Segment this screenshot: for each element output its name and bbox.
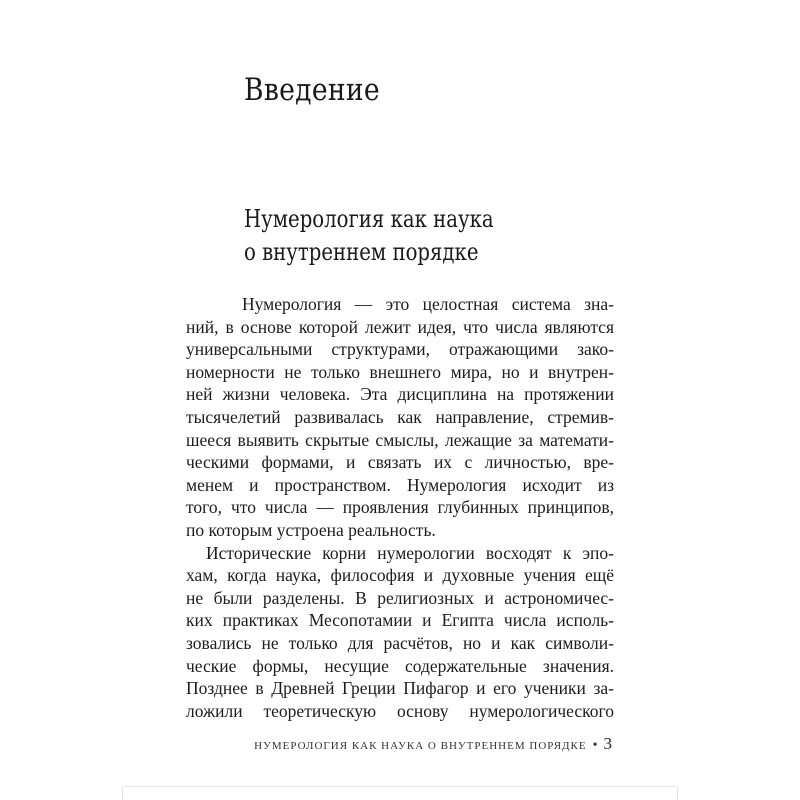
body-line: ложили теоретическую основу нумерологического (186, 700, 614, 721)
section-title-line-2: о внутреннем порядке (244, 238, 479, 266)
body-text (186, 293, 614, 722)
page-footer (254, 734, 612, 754)
body-line: того, что числа — проявления глубинных принципов, (186, 497, 614, 518)
body-line: зовались не только для расчётов, но и как символи- (186, 632, 614, 653)
body-line: ких практиках Месопотамии и Египта числа исполь- (186, 610, 614, 631)
body-line: Исторические корни нумерологии восходят к эпо- (206, 542, 614, 563)
body-line: тысячелетий развивалась как направление, стремив- (186, 406, 614, 427)
body-line: ней жизни человека. Эта дисциплина на протяжении (186, 384, 614, 405)
body-line: шееся выявить скрытые смыслы, лежащие за математи- (186, 429, 614, 450)
chapter-title: Введение (244, 72, 380, 108)
body-line: хам, когда наука, философия и духовные учения ещё (186, 565, 614, 586)
body-line: по которым устроена реальность. (186, 519, 436, 540)
body-line: номерности не только внешнего мира, но и внутрен- (186, 361, 614, 382)
body-line: ческие формы, несущие содержательные значения. (186, 655, 614, 676)
body-line: Позднее в Древней Греции Пифагор и его ученики за- (186, 678, 614, 699)
body-line: не были разделены. В религиозных и астрономичес- (186, 587, 614, 608)
section-title (244, 203, 494, 269)
body-line: Нумерология — это целостная система зна- (242, 294, 614, 314)
section-title-line-1: Нумерология как наука (244, 205, 494, 233)
footer-separator: • (592, 738, 598, 753)
running-head: НУМЕРОЛОГИЯ КАК НАУКА О ВНУТРЕННЕМ ПОРЯДКЕ (254, 740, 587, 752)
body-line: менем и пространством. Нумерология исходит из (186, 474, 614, 495)
body-line: ческими формами, и связать их с личностью, вре- (186, 452, 614, 473)
body-line: ний, в основе которой лежит идея, что числа являются (186, 316, 614, 337)
page-number: 3 (603, 734, 612, 753)
body-line: универсальными структурами, отражающими зако- (186, 339, 614, 360)
next-page-edge (122, 786, 678, 800)
